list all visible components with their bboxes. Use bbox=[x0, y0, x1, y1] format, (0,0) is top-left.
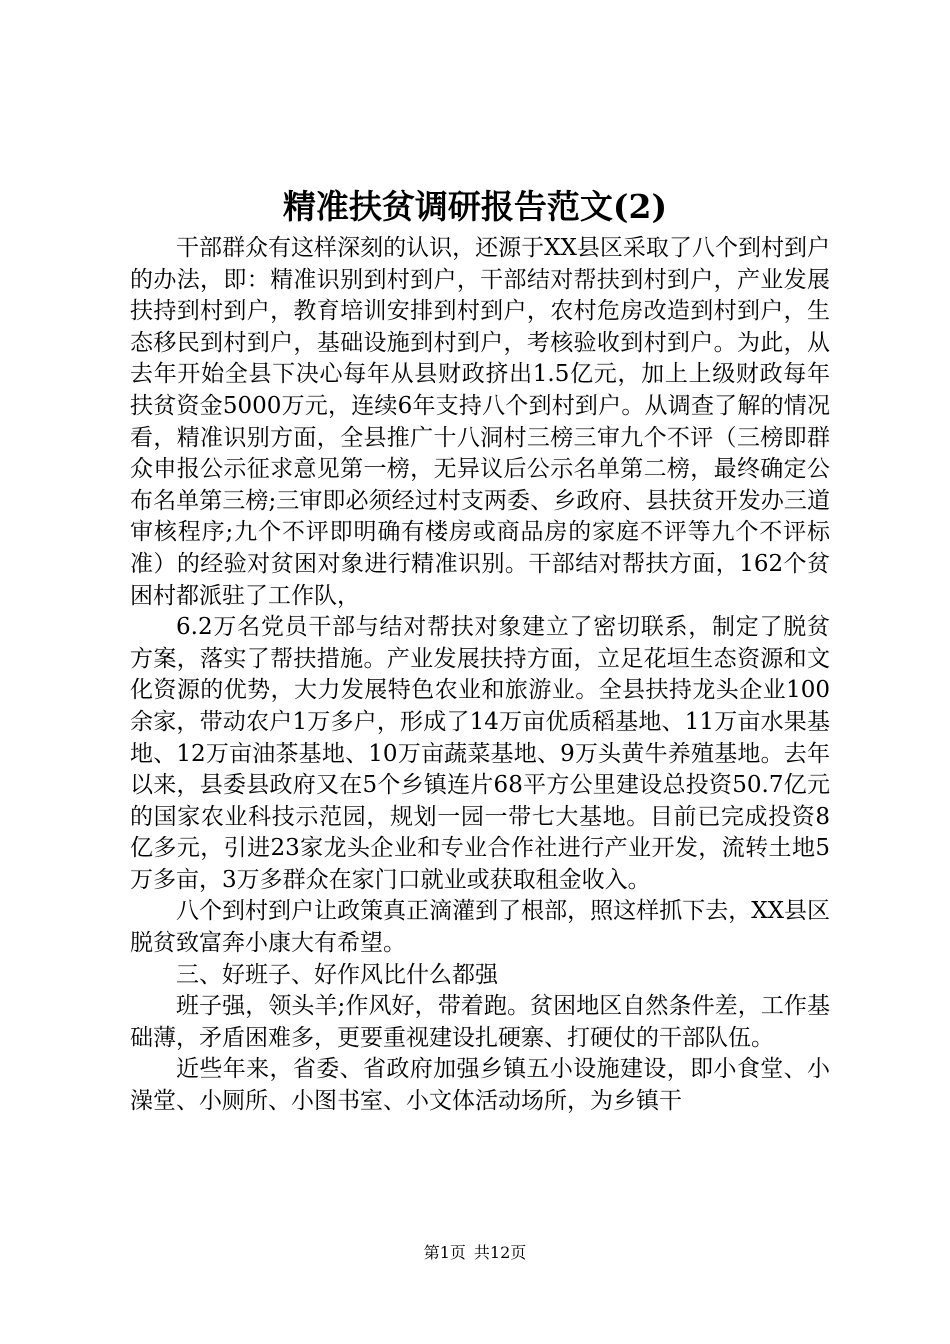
paragraph: 八个到村到户让政策真正滴灌到了根部，照这样抓下去，XX县区脱贫致富奔小康大有希望。 bbox=[130, 898, 830, 957]
page-number: 第1页 bbox=[423, 1243, 466, 1262]
document-body bbox=[130, 233, 830, 1118]
paragraph: 6.2万名党员干部与结对帮扶对象建立了密切联系，制定了脱贫方案，落实了帮扶措施。产业发展扶持方面，立足花垣生态资源和文化资源的优势，大力发展特色农业和旅游业。全县扶持龙头企业100余家，带动农户1万多户，形成了14万亩优质稻基地、11万亩水果基地、12万亩油茶基地、10万亩蔬菜基地、9万头黄牛养殖基地。去年以来，县委县政府又在5个乡镇连片68平方公里建设总投资50.7亿元的国家农业科技示范园，规划一园一带七大基地。目前已完成投资8亿多元，引进23家龙头企业和专业合作社进行产业开发，流转土地5万多亩，3万多群众在家门口就业或获取租金收入。 bbox=[130, 614, 830, 893]
section-heading: 三、好班子、好作风比什么都强 bbox=[176, 961, 498, 988]
paragraph: 干部群众有这样深刻的认识，还源于XX县区采取了八个到村到户的办法，即：精准识别到村到户，干部结对帮扶到村到户，产业发展扶持到村到户，教育培训安排到村到户，农村危房改造到村到户，生态移民到村到户，基础设施到村到户，考核验收到村到户。为此，从去年开始全县下决心每年从县财政挤出1.5亿元，加上上级财政每年扶贫资金5000万元，连续6年支持八个到村到户。从调查了解的情况看，精准识别方面，全县推广十八洞村三榜三审九个不评（三榜即群众申报公示征求意见第一榜，无异议后公示名单第二榜，最终确定公布名单第三榜;三审即必须经过村支两委、乡政府、县扶贫开发办三道审核程序;九个不评即明确有楼房或商品房的家庭不评等九个不评标准）的经验对贫困对象进行精准识别。干部结对帮扶方面，162个贫困村都派驻了工作队， bbox=[130, 235, 830, 609]
page-total: 共12页 bbox=[473, 1243, 527, 1262]
paragraph: 班子强，领头羊;作风好，带着跑。贫困地区自然条件差，工作基础薄，矛盾困难多，更要重视建设扎硬寨、打硬仗的干部队伍。 bbox=[130, 993, 830, 1051]
paragraph: 近些年来，省委、省政府加强乡镇五小设施建设，即小食堂、小澡堂、小厕所、小图书室、小文体活动场所，为乡镇干 bbox=[130, 1056, 830, 1115]
page-footer bbox=[0, 1242, 950, 1264]
document-title: 精准扶贫调研报告范文(2) bbox=[282, 187, 668, 226]
